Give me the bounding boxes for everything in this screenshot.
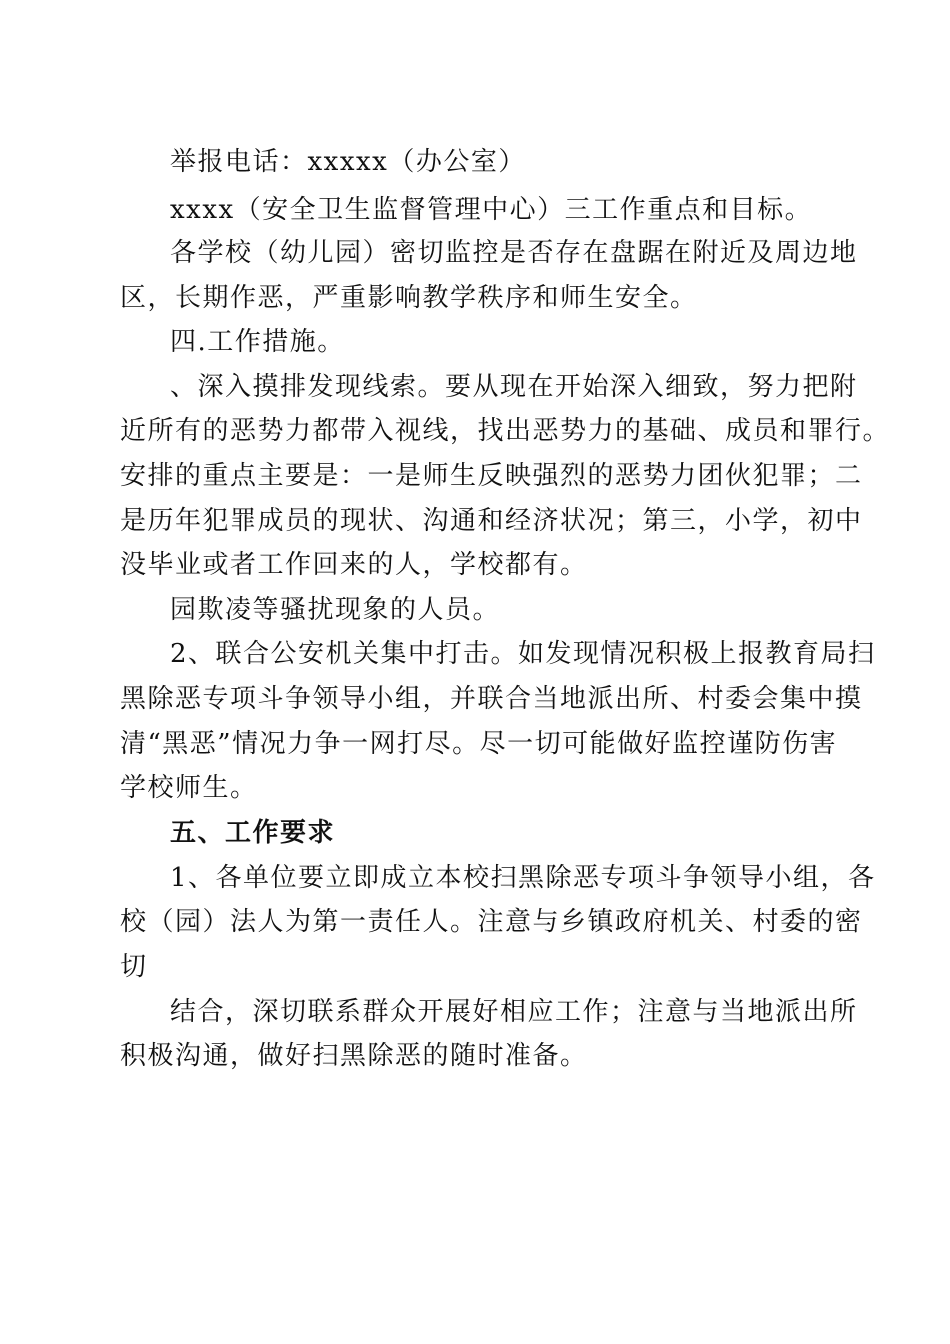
section-heading-5: 五、工作要求 [170,818,336,848]
paragraph-line: 安排的重点主要是：一是师生反映强烈的恶势力团伙犯罪；二 [120,461,863,491]
report-phone-line: 举报电话：xxxxx（办公室） [170,147,526,177]
safety-center-line: xxxx（安全卫生监督管理中心）三工作重点和目标。 [170,195,813,225]
paragraph-line: 园欺凌等骚扰现象的人员。 [170,595,501,625]
paragraph-line: 清“黑恶”情况力争一网打尽。尽一切可能做好监控谨防伤害 [120,729,838,759]
paragraph-line: 、深入摸排发现线索。要从现在开始深入细致，努力把附 [170,372,858,402]
paragraph-line: 积极沟通，做好扫黑除恶的随时准备。 [120,1041,588,1071]
paragraph-line: 1、各单位要立即成立本校扫黑除恶专项斗争领导小组，各 [170,863,876,893]
paragraph-line: 学校师生。 [120,773,258,803]
paragraph-line: 各学校（幼儿园）密切监控是否存在盘踞在附近及周边地 [170,238,858,268]
paragraph-line: 2、联合公安机关集中打击。如发现情况积极上报教育局扫 [170,639,876,669]
paragraph-line: 区，长期作恶，严重影响教学秩序和师生安全。 [120,283,698,313]
paragraph-line: 没毕业或者工作回来的人，学校都有。 [120,550,588,580]
paragraph-line: 结合，深切联系群众开展好相应工作；注意与当地派出所 [170,997,858,1027]
paragraph-line: 是历年犯罪成员的现状、沟通和经济状况；第三，小学，初中 [120,506,863,536]
paragraph-line: 切 [120,952,148,982]
section-heading-4: 四.工作措施。 [170,327,345,357]
paragraph-line: 黑除恶专项斗争领导小组，并联合当地派出所、村委会集中摸 [120,684,863,714]
paragraph-line: 近所有的恶势力都带入视线，找出恶势力的基础、成员和罪行。 [120,416,891,446]
paragraph-line: 校（园）法人为第一责任人。注意与乡镇政府机关、村委的密 [120,907,863,937]
